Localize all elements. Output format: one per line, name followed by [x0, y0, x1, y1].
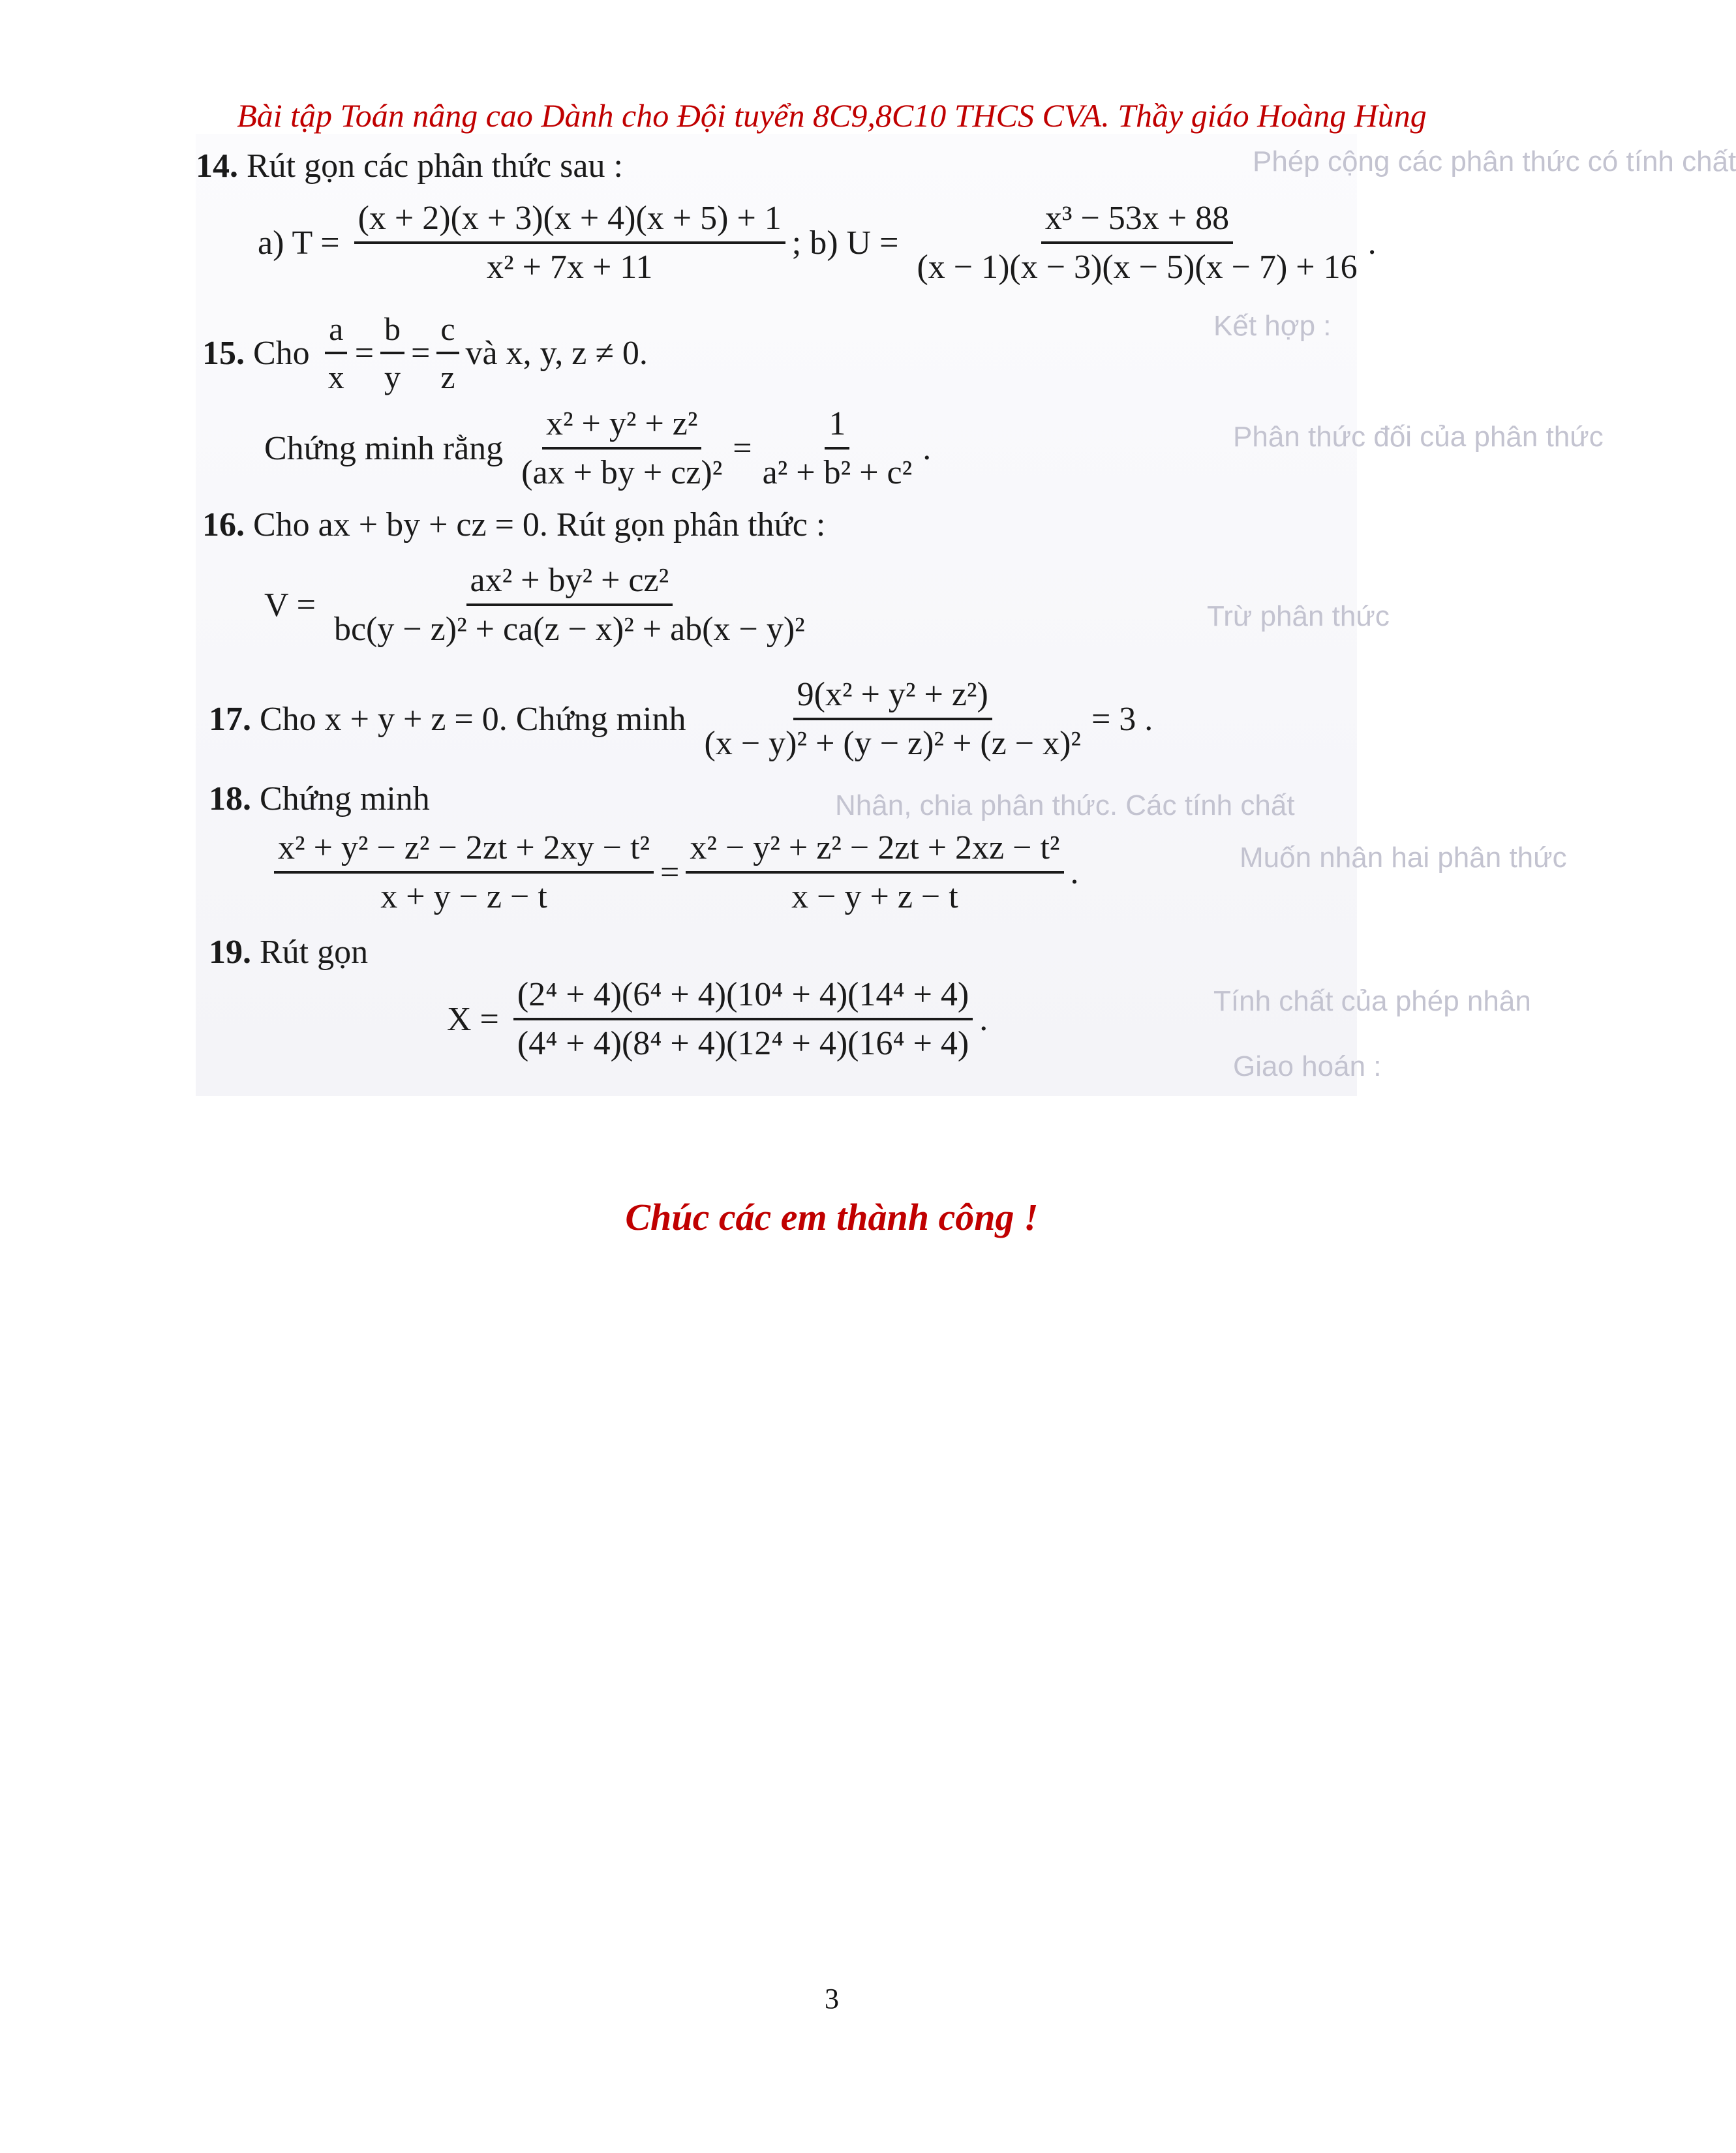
problem-15-condition — [202, 310, 648, 396]
problem-19-formula — [447, 975, 988, 1063]
denominator: (x − 1)(x − 3)(x − 5)(x − 7) + 16 — [917, 249, 1358, 286]
problem-number: 16. — [202, 506, 245, 543]
denominator: x + y − z − t — [380, 878, 547, 915]
fraction-b-y — [380, 310, 404, 396]
problem-text: Cho x + y + z = 0. Chứng minh — [260, 700, 686, 738]
numerator: ax² + by² + cz² — [466, 561, 673, 606]
period: . — [1367, 224, 1377, 262]
fraction-17 — [701, 675, 1085, 763]
fraction-U — [913, 199, 1361, 286]
problem-16-heading — [202, 506, 825, 544]
equals-sign: = — [411, 334, 431, 372]
denominator: y — [384, 359, 401, 395]
lhs: V = — [264, 586, 316, 624]
problem-16-formula — [264, 561, 815, 649]
period: . — [922, 429, 932, 467]
denominator: a² + b² + c² — [762, 454, 913, 491]
numerator: (x + 2)(x + 3)(x + 4)(x + 5) + 1 — [354, 199, 785, 244]
problem-14-heading — [196, 147, 623, 185]
label-b: ; b) U = — [791, 224, 899, 262]
fraction-V — [330, 561, 809, 649]
denominator: (4⁴ + 4)(8⁴ + 4)(12⁴ + 4)(16⁴ + 4) — [517, 1025, 969, 1062]
page-number: 3 — [825, 1983, 839, 2015]
ghost-text: Giao hoán : — [1233, 1050, 1382, 1082]
problem-text: Rút gọn các phân thức sau : — [247, 147, 623, 185]
ghost-text: Phân thức đối của phân thức — [1233, 421, 1604, 453]
rhs: = 3 . — [1091, 700, 1153, 738]
fraction-c-z — [436, 310, 459, 396]
numerator: x³ − 53x + 88 — [1041, 199, 1233, 244]
numerator: a — [325, 310, 347, 354]
ghost-text: Tính chất của phép nhân — [1213, 985, 1531, 1017]
numerator: x² + y² − z² − 2zt + 2xy − t² — [274, 829, 654, 874]
equals-sign: = — [354, 334, 374, 372]
denominator: (ax + by + cz)² — [521, 454, 723, 491]
lhs: X = — [447, 1000, 499, 1038]
equals-sign: = — [660, 853, 680, 891]
numerator: x² + y² + z² — [542, 405, 702, 450]
ghost-text: Phép cộng các phân thức có tính chất — [1253, 145, 1736, 177]
page-header: Bài tập Toán nâng cao Dành cho Đội tuyển 8C9,8C10 THCS CVA. Thầy giáo Hoàng Hùng — [237, 97, 1427, 134]
fraction-left — [517, 405, 726, 492]
problem-19-heading — [209, 933, 368, 971]
scanned-exercise-image — [196, 134, 1736, 1096]
equals-sign: = — [733, 429, 752, 467]
problem-number: 18. — [209, 780, 251, 817]
ghost-text: Muốn nhân hai phân thức — [1240, 842, 1567, 874]
closing-message: Chúc các em thành công ! — [625, 1196, 1039, 1238]
problem-18-heading — [209, 780, 430, 818]
problem-number: 17. — [209, 700, 251, 738]
ghost-text: Kết hợp : — [1213, 310, 1332, 342]
period: . — [979, 1000, 988, 1038]
label-a: a) T = — [258, 224, 340, 262]
denominator: z — [440, 359, 455, 395]
problem-17 — [209, 675, 1153, 763]
problem-18-formula — [267, 829, 1079, 916]
prove-text: Chứng minh rằng — [264, 429, 504, 467]
denominator: x — [327, 359, 344, 395]
numerator: 1 — [825, 405, 849, 450]
fraction-T — [354, 199, 785, 286]
numerator: 9(x² + y² + z²) — [793, 675, 992, 720]
problem-text: Rút gọn — [260, 934, 369, 971]
fraction-a-x — [324, 310, 348, 396]
fraction-X — [513, 975, 973, 1063]
problem-14-formula — [258, 199, 1377, 286]
problem-number: 15. — [202, 334, 245, 372]
denominator: (x − y)² + (y − z)² + (z − x)² — [704, 725, 1081, 762]
problem-15-proof — [264, 405, 931, 492]
denominator: bc(y − z)² + ca(z − x)² + ab(x − y)² — [333, 611, 805, 648]
numerator: c — [436, 310, 459, 354]
fraction-right — [759, 405, 917, 492]
numerator: x² − y² + z² − 2zt + 2xz − t² — [686, 829, 1063, 874]
ghost-text: Trừ phân thức — [1207, 600, 1390, 632]
numerator: b — [380, 310, 404, 354]
problem-text: Cho ax + by + cz = 0. Rút gọn phân thức : — [253, 506, 826, 543]
denominator: x² + 7x + 11 — [487, 249, 653, 286]
fraction-left — [274, 829, 654, 916]
condition-text: và x, y, z ≠ 0. — [465, 334, 648, 372]
denominator: x − y + z − t — [791, 878, 958, 915]
fraction-right — [686, 829, 1063, 916]
problem-number: 14. — [196, 147, 238, 185]
ghost-text: Nhân, chia phân thức. Các tính chất — [835, 789, 1295, 821]
problem-number: 19. — [209, 934, 251, 971]
problem-text: Cho — [253, 334, 310, 372]
problem-text: Chứng minh — [260, 780, 430, 817]
period: . — [1070, 853, 1079, 891]
numerator: (2⁴ + 4)(6⁴ + 4)(10⁴ + 4)(14⁴ + 4) — [513, 975, 973, 1020]
